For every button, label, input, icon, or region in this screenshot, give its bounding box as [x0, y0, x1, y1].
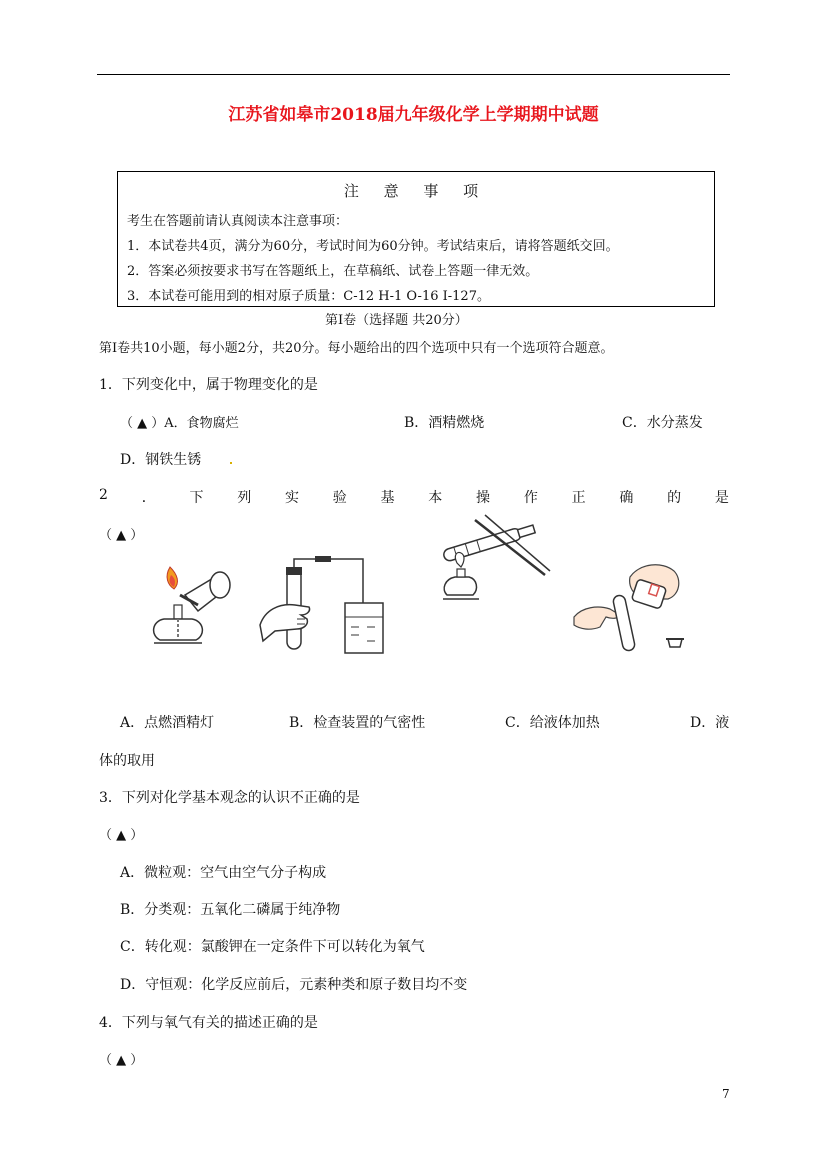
q4-answer-mark: （ ▲ ）: [99, 1053, 144, 1068]
notice-item-3: 3．本试卷可能用到的相对原子质量：C-12 H-1 O-16 I-127。: [127, 289, 490, 304]
section-title: 第Ⅰ卷（选择题 共20分）: [325, 313, 468, 328]
notice-box: [117, 171, 715, 307]
q4-stem: 4．下列与氧气有关的描述正确的是: [99, 1015, 318, 1031]
q2-stem-char: 的: [667, 490, 682, 506]
taking-liquid-illustration: [570, 555, 690, 655]
q1-option-a: （ ▲ ）A．食物腐烂: [120, 416, 239, 431]
q1-stem: 1．下列变化中，属于物理变化的是: [99, 377, 318, 393]
q1-option-d: D．钢铁生锈: [120, 452, 202, 468]
q3-option-d: D．守恒观：化学反应前后，元素种类和原子数目均不变: [120, 977, 468, 993]
q2-option-b: B．检查装置的气密性: [289, 715, 426, 731]
page-title: 江苏省如皋市2018届九年级化学上学期期中试题: [228, 105, 599, 125]
q2-stem-char: 是: [714, 490, 729, 506]
q1-option-b: B．酒精燃烧: [404, 415, 485, 431]
page-number: 7: [722, 1087, 730, 1101]
q2-stem-char: 基: [380, 490, 395, 506]
q2-stem-char: 验: [332, 490, 347, 506]
q3-stem: 3．下列对化学基本观念的认识不正确的是: [99, 790, 360, 806]
heating-liquid-illustration: [435, 505, 555, 605]
q2-option-c: C．给液体加热: [505, 715, 600, 731]
q2-stem-char: 列: [237, 490, 252, 506]
notice-heading: 注 意 事 项: [343, 182, 489, 200]
q3-answer-mark: （ ▲ ）: [99, 828, 144, 843]
q2-option-d-tail: 体的取用: [99, 753, 155, 769]
q2-stem-char: 操: [476, 490, 491, 506]
notice-item-1: 1．本试卷共4页，满分为60分，考试时间为60分钟。考试结束后，请将答题纸交回。: [127, 239, 619, 254]
notice-intro: 考生在答题前请认真阅读本注意事项：: [127, 214, 349, 229]
q2-stem-char: 下: [189, 490, 204, 506]
q3-option-a: A．微粒观：空气由空气分子构成: [120, 865, 327, 881]
section-instruction: 第Ⅰ卷共10小题，每小题2分，共20分。每小题给出的四个选项中只有一个选项符合题意。: [99, 341, 614, 356]
q2-stem-char: 实: [284, 490, 299, 506]
q2-stem-char: 本: [428, 490, 443, 506]
q2-stem-char: 作: [523, 490, 538, 506]
q2-option-a: A．点燃酒精灯: [120, 715, 215, 731]
q2-stem-char: 正: [571, 490, 586, 506]
header-rule: [97, 74, 730, 75]
stray-dot: [230, 462, 232, 464]
q3-option-c: C．转化观：氯酸钾在一定条件下可以转化为氧气: [120, 939, 425, 955]
q1-option-c: C．水分蒸发: [622, 415, 703, 431]
q2-answer-mark: （ ▲ ）: [99, 528, 144, 543]
q3-option-b: B．分类观：五氧化二磷属于纯净物: [120, 902, 341, 918]
q2-stem-char: ．: [141, 490, 156, 506]
alcohol-lamp-lighting-illustration: [140, 555, 240, 655]
q2-stem: [99, 487, 729, 507]
q2-stem-char: 确: [619, 490, 634, 506]
q2-stem-char: 2: [99, 487, 108, 503]
notice-item-2: 2．答案必须按要求书写在答题纸上，在草稿纸、试卷上答题一律无效。: [127, 264, 539, 279]
q2-option-d-head: D．液: [690, 715, 730, 731]
airtightness-check-illustration: [255, 555, 390, 660]
